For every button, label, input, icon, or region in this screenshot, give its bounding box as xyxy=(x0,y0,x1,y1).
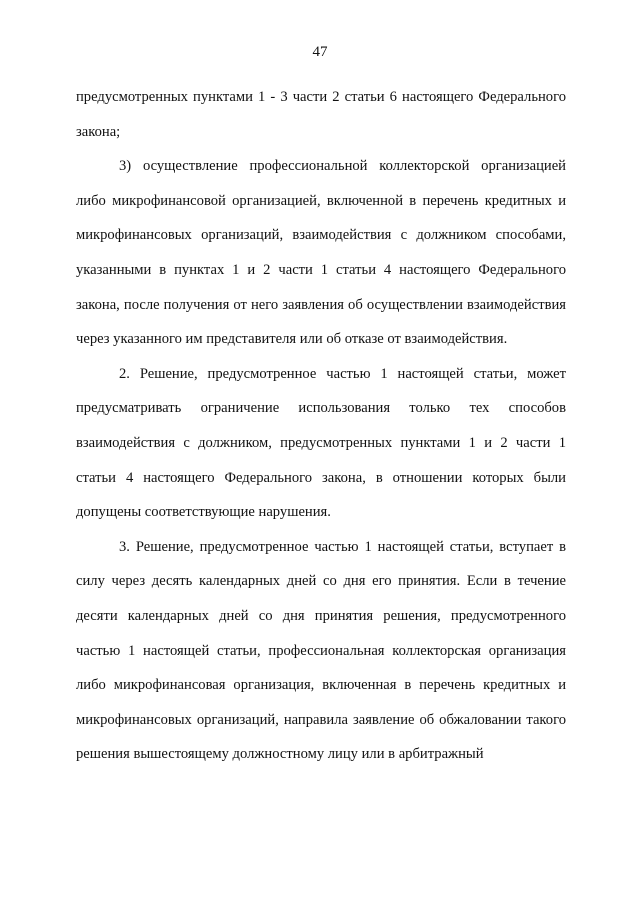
paragraph-item-3: 3) осуществление профессиональной коллекторской организацией либо микрофинансовой организацией, включенной в перечень кредитных и микрофинансовых организаций, взаимодействия с должником способами, указанными в пунктах 1 и 2 части 1 статьи 4 настоящего Федерального закона, после получения от него заявления об осуществлении взаимодействия через указанного им представителя или об отказе от взаимодействия. xyxy=(76,158,566,348)
page-number: 47 xyxy=(312,44,328,60)
paragraph-part-3: 3. Решение, предусмотренное частью 1 настоящей статьи, вступает в силу через десять календарных дней со дня его принятия. Если в течение десяти календарных дней со дня принятия решения, предусмотренного частью 1 настоящей статьи, профессиональная коллекторская организация либо микрофинансовая организация, включенная в перечень кредитных и микрофинансовых организаций, направила заявление об обжаловании такого решения вышестоящему должностному лицу или в арбитражный xyxy=(76,538,566,763)
document-body xyxy=(76,80,566,772)
paragraph-part-2: 2. Решение, предусмотренное частью 1 настоящей статьи, может предусматривать ограничение использования только тех способов взаимодействия с должником, предусмотренных пунктами 1 и 2 части 1 статьи 4 настоящего Федерального закона, в отношении которых были допущены соответствующие нарушения. xyxy=(76,365,566,521)
paragraph-continuation: предусмотренных пунктами 1 - 3 части 2 статьи 6 настоящего Федерального закона; xyxy=(76,89,566,140)
